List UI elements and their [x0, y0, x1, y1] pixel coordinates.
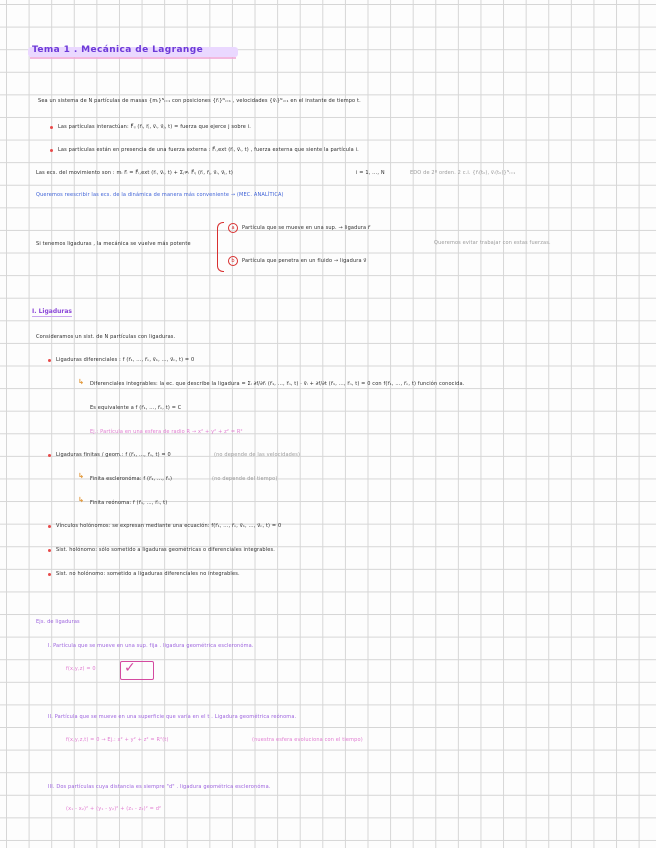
intro-bullet-external: Las partículas están en presencia de una fuerza externa : F⃗ᵢ,ext (r⃗ᵢ, v⃗ᵢ, t) , fuerza externa que siente la partícula i. — [58, 147, 359, 153]
bullet-icon — [48, 454, 51, 457]
bullet-icon — [48, 549, 51, 552]
section-underline — [32, 316, 72, 317]
example-3-equation: (x₁ - x₂)² + (y₁ - y₂)² + (z₁ - z₂)² = d² — [66, 806, 162, 812]
example-2-equation: f(x,y,z,t) = 0 → Ej.: x² + y² + z² = R²(t) — [66, 737, 169, 743]
constraint-item-a: Partícula que se mueve en una sup. → ligadura r⃗ — [242, 225, 371, 231]
example-1: I. Partícula que se mueve en una sup. fija . ligadura geométrica escleronóma. — [48, 643, 254, 649]
page-title: Tema 1 . Mecánica de Lagrange — [32, 45, 204, 55]
equations-of-motion: Las ecs. del movimiento son : mᵢ r⃗̈ᵢ = F⃗ᵢ,ext (r⃗ᵢ, v⃗ᵢ, t) + Σⱼ≠ᵢ F⃗ᵢⱼ (r⃗ᵢ, r⃗ⱼ, v⃗ᵢ, v⃗ⱼ, t) — [36, 170, 234, 176]
bullet-icon — [50, 126, 53, 129]
bullet-icon — [48, 573, 51, 576]
analytical-mechanics-note: Queremos reescribir las ecs. de la dinámica de manera más conveniente → (MEC. ANALÍTICA) — [36, 192, 284, 198]
arrow-icon: ↳ — [78, 496, 84, 504]
differential-constraints: Ligaduras diferenciales : f (r⃗₁, ..., r⃗ₙ, v⃗₁, ..., v⃗ₙ, t) = 0 — [56, 357, 195, 363]
example-2-note: (nuestra esfera evoluciona con el tiempo) — [252, 737, 363, 743]
title-underline — [30, 57, 236, 59]
scleronomic-note: (no depende del tiempo) — [212, 476, 278, 482]
intro-bullet-interaction: Las partículas interactúan: F⃗ᵢⱼ (r⃗ᵢ, r⃗ⱼ, v⃗ᵢ, v⃗ⱼ, t) = fuerza que ejerce j sobre i. — [58, 124, 252, 130]
finite-constraints: Ligaduras finitas / geom.: f (r⃗₁, ..., r⃗ₙ, t) = 0 — [56, 452, 171, 458]
constraint-item-b: Partícula que penetra en un fluido → ligadura v⃗ — [242, 258, 367, 264]
item-a-marker: a — [228, 223, 238, 233]
section-heading: I. Ligaduras — [32, 308, 72, 315]
sphere-example: Ej.: Partícula en una esfera de radio R → x² + y² + z² = R² — [90, 429, 243, 435]
holonomic-system: Sist. holónomo: sólo sometido a ligaduras geométricas o diferenciales integrables. — [56, 547, 276, 553]
constraints-lead: Si tenemos ligaduras , la mecánica se vuelve más potente — [36, 241, 191, 247]
intro-line: Sea un sistema de N partículas de masas {mᵢ}ᴺᵢ₌₁ con posiciones {r⃗ᵢ}ᴺᵢ₌₁ , velocidades {v⃗ᵢ}ᴺᵢ₌₁ en el instante de tiempo t. — [38, 98, 361, 104]
bracket-icon — [217, 222, 224, 272]
constraints-aside: Queremos evitar trabajar con estas fuerzas. — [434, 240, 551, 246]
scleronomic: Finita escleronóma: f (r⃗₁, ..., r⃗ₙ) — [90, 476, 173, 482]
rheonomic: Finita reónoma: f (r⃗₁, ..., r⃗ₙ, t) — [90, 500, 168, 506]
checkmark-icon: ✓ — [124, 660, 136, 676]
holonomic-constraints: Vínculos holónomos: se expresan mediante una ecuación: f(r⃗₁, ..., r⃗ₙ, v⃗₁, ..., v⃗ₙ, t) = 0 — [56, 523, 282, 529]
arrow-icon: ↳ — [78, 472, 84, 480]
nonholonomic-system: Sist. no holónomo: sometido a ligaduras diferenciales no integrables. — [56, 571, 240, 577]
equation-index: i = 1, ..., N — [356, 170, 385, 176]
examples-heading: Ejs. de ligaduras — [36, 619, 80, 625]
example-2: II. Partícula que se mueve en una superficie que varía en el t . Ligadura geométrica reónoma. — [48, 714, 297, 720]
example-1-equation: f(x,y,z) = 0 — [66, 666, 96, 672]
bullet-icon — [48, 525, 51, 528]
section-intro: Consideramos un sist. de N partículas con ligaduras. — [36, 334, 176, 340]
example-3: III. Dos partículas cuya distancia es siempre "d" . ligadura geométrica escleronóma. — [48, 784, 271, 790]
integrable-constraints: Diferenciales integrables: la ec. que describe la ligadura = Σᵢ ∂f/∂r⃗ᵢ (r⃗₁, ..., r⃗ₙ, t) · v⃗ᵢ + ∂f/∂t (r⃗₁, ..., r⃗ₙ, t) = 0 con f(r⃗₁, ..., r⃗ₙ, t) función conocida. — [90, 381, 465, 387]
item-b-marker: b — [228, 256, 238, 266]
equivalent-form: Es equivalente a f (r⃗₁, ..., r⃗ₙ, t) = C — [90, 405, 182, 411]
finite-note: (no depende de las velocidades) — [214, 452, 301, 458]
arrow-icon: ↳ — [78, 378, 84, 386]
bullet-icon — [48, 359, 51, 362]
bullet-icon — [50, 149, 53, 152]
equation-note: EDO de 2º orden. 2 c.i. {r⃗ᵢ(t₀), v⃗ᵢ(t₀)}ᴺᵢ₌₁ — [410, 170, 516, 176]
